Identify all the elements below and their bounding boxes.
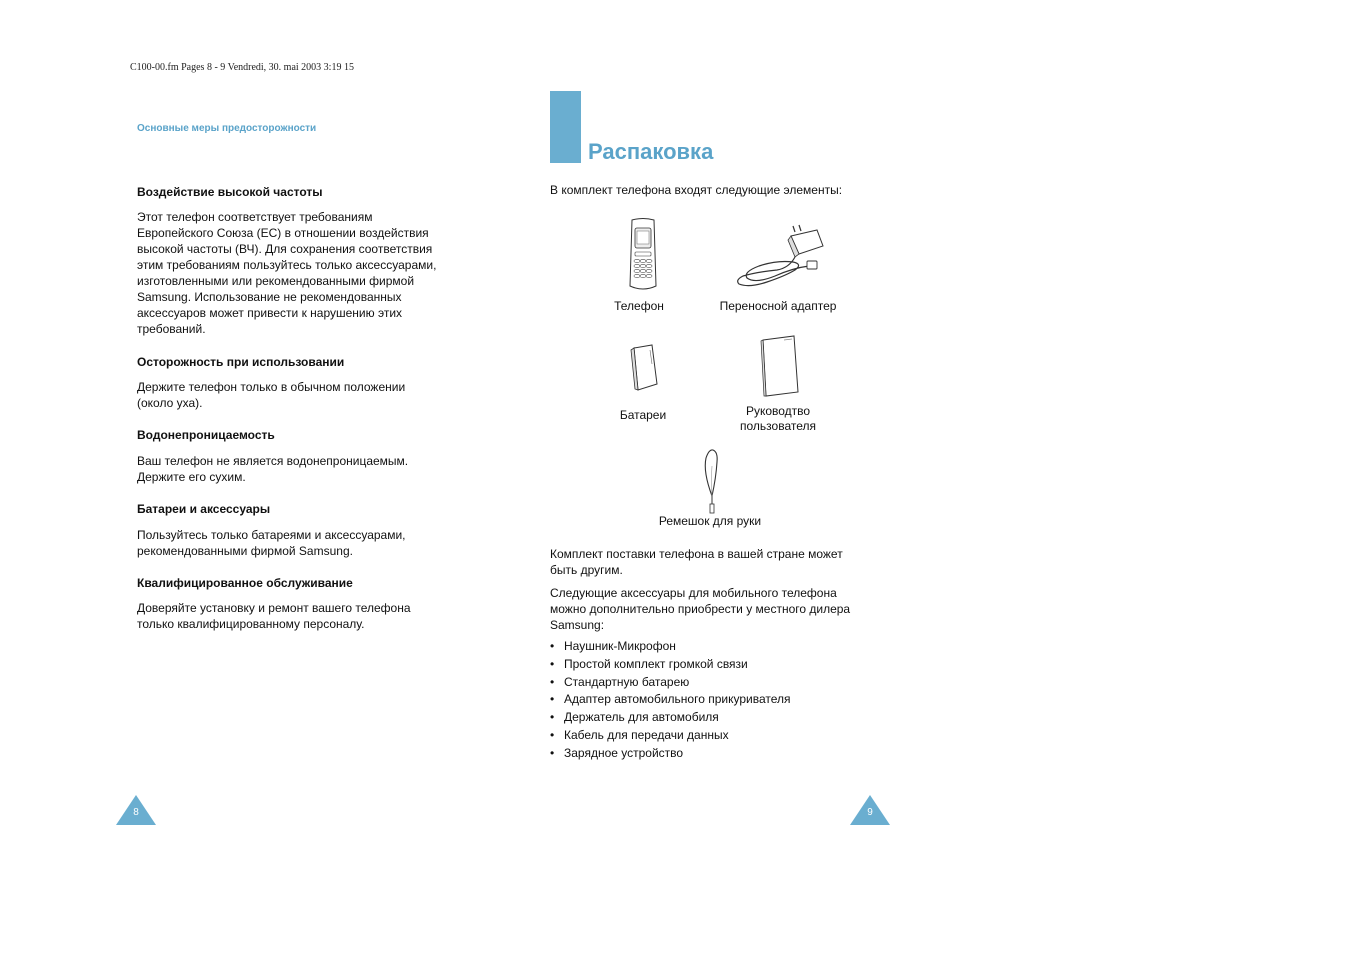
page-number-left [116,795,156,825]
battery-icon [630,344,660,392]
page-title: Распаковка [588,139,714,164]
list-item [550,656,791,674]
accessories-note: Следующие аксессуары для мобильного телефона можно дополнительно приобрести у местного дилера Samsung: [550,586,851,632]
list-item [550,709,791,727]
bullet: • [550,639,555,653]
list-item-label: Держатель для автомобиля [564,710,719,725]
caption-manual: Руководтво пользователя [740,404,816,433]
section-body: Ваш телефон не является водонепроницаемым. Держите его сухим. [137,454,409,484]
section-body: Держите телефон только в обычном положении (около уха). [137,380,406,410]
list-item-label: Наушник-Микрофон [564,639,676,653]
section-body: Доверяйте установку и ремонт вашего телефона только квалифицированному персоналу. [137,601,411,631]
section-heading: Воздействие высокой частоты [137,185,323,199]
page-number-text: 9 [867,807,873,818]
list-item-label: Зарядное устройство [564,745,684,760]
caption-strap: Ремешок для руки [658,514,762,528]
section-heading: Батареи и аксессуары [137,502,271,516]
intro-text: В комплект телефона входят следующие элементы: [550,183,843,197]
list-item-label: Простой комплект громкой связи [564,656,748,671]
page-number-text: 8 [133,807,139,818]
bullet: • [550,710,555,725]
page-number-right [850,795,890,825]
section-batteries-accessories [137,501,467,559]
list-item-label: Кабель для передачи данных [564,727,729,742]
title-accent-bar [550,91,581,163]
file-info-line: C100-00.fm Pages 8 - 9 Vendredi, 30. mai 2003 3:19 15 [130,62,354,73]
list-item [550,745,791,763]
section-heading: Осторожность при использовании [137,355,345,369]
phone-icon [626,218,660,292]
bullet: • [550,692,555,707]
list-item-label: Стандартную батарею [564,674,690,689]
section-heading: Квалифицированное обслуживание [137,576,353,590]
section-body: Пользуйтесь только батареями и аксессуарами, рекомендованными фирмой Samsung. [137,528,406,558]
accessories-list [550,638,791,763]
list-item-label: Адаптер автомобильного прикуривателя [564,692,791,707]
package-note: Комплект поставки телефона в вашей стране может быть другим. [550,547,843,577]
list-item [550,638,791,656]
list-item [550,674,791,692]
section-rf-exposure [137,184,467,337]
hand-strap-icon [700,448,724,516]
caption-battery: Батареи [619,408,667,422]
caption-phone: Телефон [614,299,664,313]
running-head: Основные меры предосторожности [137,123,317,134]
section-water-resistance [137,427,467,485]
bullet: • [550,745,555,760]
list-item [550,727,791,745]
travel-adapter-icon [733,224,825,290]
caption-adapter: Переносной адаптер [719,299,837,313]
bullet: • [550,727,555,742]
user-manual-icon [760,334,802,398]
list-item [550,691,791,709]
section-qualified-service [137,575,467,632]
section-heading: Водонепроницаемость [137,428,275,442]
section-body: Этот телефон соответствует требованиям Европейского Союза (ЕС) в отношении воздействия высокой частоты (ВЧ). Для сохранения соответствия этим требованиям пользуйтесь только аксессуарами, изготовленными или рекомендованными фирмой Samsung. Использование не рекомендованных аксессуаров может привести к нарушению этих требований. [137,210,437,336]
section-careful-use [137,354,467,411]
bullet: • [550,674,555,689]
bullet: • [550,656,555,671]
